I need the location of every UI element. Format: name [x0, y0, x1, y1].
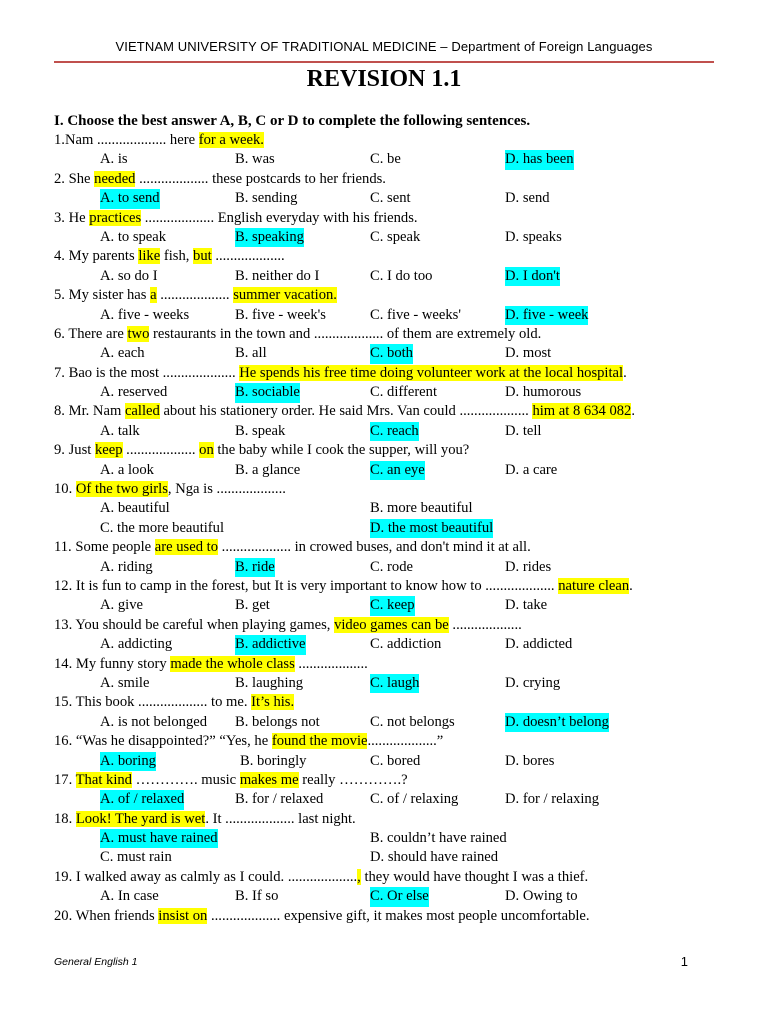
question-stem: [54, 732, 714, 751]
section-instruction: I. Choose the best answer A, B, C or D to complete the following sentences.: [54, 113, 531, 129]
correct-answer-option: B. speaking: [235, 228, 304, 247]
answer-option: B. more beautiful: [370, 500, 473, 517]
highlighted-text: on: [199, 442, 214, 459]
question-stem: [54, 286, 714, 305]
answer-option: B. If so: [235, 888, 279, 905]
answer-option: C. sent: [370, 190, 411, 207]
question-text: 7. Bao is the most ....................: [54, 364, 240, 381]
answer-options-row: [54, 383, 714, 402]
answer-options-row: [54, 752, 714, 771]
question-stem: [54, 810, 714, 829]
highlighted-text: nature clean: [558, 578, 630, 594]
highlighted-text: summer vacation.: [233, 287, 337, 304]
answer-option: C. five - weeks': [370, 306, 461, 323]
highlighted-text: but: [193, 248, 212, 265]
highlighted-text: him at 8 634 082: [532, 403, 632, 420]
question-text: 14. My funny story: [54, 655, 171, 672]
answer-options-row: [54, 596, 714, 615]
highlighted-text: It’s his.: [251, 694, 295, 711]
correct-answer-option: C. an eye: [370, 461, 425, 480]
answer-option: C. of / relaxing: [370, 791, 459, 808]
question-stem: [54, 907, 714, 926]
answer-option: B. speak: [235, 422, 286, 439]
answer-options-row: [54, 674, 714, 693]
question-text: ................... expensive gift, it makes most people uncomfortable.: [207, 907, 590, 924]
question-text: ................... in crowed buses, and don't mind it at all.: [218, 539, 531, 556]
question-stem: [54, 577, 714, 596]
correct-answer-option: A. of / relaxed: [100, 790, 184, 809]
question-text: restaurants in the town and ................... of them are extremely old.: [149, 325, 542, 342]
question-stem: [54, 170, 714, 189]
correct-answer-option: A. boring: [100, 752, 156, 771]
answer-option: B. a glance: [235, 461, 301, 478]
answer-option: C. rode: [370, 558, 413, 575]
answer-option: B. for / relaxed: [235, 791, 324, 808]
answer-options-row: [54, 790, 714, 809]
answer-option: D. most: [505, 345, 552, 362]
highlighted-text: makes me: [239, 771, 299, 788]
answer-option: B. sending: [235, 190, 298, 207]
question-text: 10.: [54, 481, 76, 498]
answer-option: C. different: [370, 384, 438, 401]
question-stem: [54, 402, 714, 421]
highlighted-text: He spends his free time doing volunteer work at the local hospital: [239, 364, 624, 381]
answer-option: A. give: [100, 597, 143, 614]
answer-options-row: [54, 228, 714, 247]
correct-answer-option: A. to send: [100, 189, 160, 208]
question-stem: [54, 325, 714, 344]
question-text: 13. You should be careful when playing games,: [54, 616, 335, 633]
answer-option: B. get: [235, 597, 270, 614]
answer-option: D. send: [505, 190, 550, 207]
highlighted-text: needed: [94, 170, 136, 187]
question-text: ...................: [122, 442, 200, 459]
question-text: 8. Mr. Nam: [54, 403, 125, 420]
answer-option: C. bored: [370, 752, 421, 769]
answer-option: B. all: [235, 345, 267, 362]
question-text: 3. He: [54, 209, 90, 226]
answer-option: C. addiction: [370, 636, 442, 653]
answer-option: A. is not belonged: [100, 713, 208, 730]
answer-option: A. so do I: [100, 267, 158, 284]
question-text: , Nga is ...................: [167, 481, 286, 498]
answer-options-row: [54, 267, 714, 286]
correct-answer-option: D. has been: [505, 150, 574, 169]
answer-option: A. each: [100, 345, 145, 362]
highlighted-text: two: [127, 325, 150, 342]
correct-answer-option: D. I don't: [505, 267, 560, 286]
highlighted-text: like: [138, 248, 161, 265]
answer-option: D. crying: [505, 674, 561, 691]
highlighted-text: video games can be: [334, 616, 449, 633]
question-text: 6. There are: [54, 325, 128, 342]
answer-options-row: [54, 150, 714, 169]
question-text: fish,: [160, 248, 194, 265]
answer-options-row: [54, 887, 714, 906]
question-stem: [54, 480, 714, 499]
question-text: 16. “Was he disappointed?” “Yes, he: [54, 733, 272, 750]
question-stem: [54, 868, 714, 887]
answer-option: B. laughing: [235, 674, 304, 691]
answer-options-row: [54, 422, 714, 441]
answer-option: D. rides: [505, 558, 552, 575]
answer-options-row: [54, 558, 714, 577]
answer-options-row: [54, 713, 714, 732]
answer-option: D. take: [505, 597, 548, 614]
highlighted-text: keep: [94, 442, 123, 459]
answer-option: D. for / relaxing: [505, 791, 600, 808]
answer-option: C. be: [370, 151, 401, 168]
question-stem: [54, 364, 714, 383]
correct-answer-option: C. reach: [370, 422, 419, 441]
question-text: . It ................... last night.: [205, 810, 356, 827]
question-text: 17.: [54, 771, 76, 788]
answer-option: C. the more beautiful: [100, 519, 225, 536]
document-header: VIETNAM UNIVERSITY OF TRADITIONAL MEDICINE – Department of Foreign Languages: [115, 39, 653, 54]
answer-option: D. bores: [505, 752, 555, 769]
answer-option: A. talk: [100, 422, 140, 439]
answer-option: A. is: [100, 151, 128, 168]
question-stem: [54, 538, 714, 557]
question-text: .: [623, 364, 627, 381]
answer-option: D. should have rained: [370, 849, 499, 866]
answer-option: D. humorous: [505, 384, 582, 401]
highlighted-text: for a week.: [198, 132, 264, 148]
answer-options-row: [54, 306, 714, 325]
question-text: ...................: [294, 655, 368, 672]
correct-answer-option: C. keep: [370, 596, 415, 615]
correct-answer-option: A. must have rained: [100, 829, 218, 848]
correct-answer-option: B. sociable: [235, 383, 300, 402]
question-stem: [54, 247, 714, 266]
answer-option: D. tell: [505, 422, 542, 439]
highlighted-text: are used to: [154, 539, 219, 556]
answer-options-row: [54, 499, 714, 518]
correct-answer-option: C. both: [370, 344, 413, 363]
answer-options-row: [54, 829, 714, 848]
question-text: about his stationery order. He said Mrs. Van could ...................: [159, 403, 533, 420]
correct-answer-option: C. Or else: [370, 887, 429, 906]
question-text: really ………….?: [298, 771, 408, 788]
question-text: …………. music: [131, 771, 240, 788]
answer-option: B. was: [235, 151, 275, 168]
correct-answer-option: B. addictive: [235, 635, 306, 654]
question-text: ................... these postcards to her friends.: [135, 170, 386, 187]
question-text: 11. Some people: [54, 539, 155, 556]
answer-option: B. couldn’t have rained: [370, 830, 507, 847]
answer-options-row: [54, 848, 714, 867]
question-stem: [54, 655, 714, 674]
answer-option: A. In case: [100, 888, 159, 905]
question-text: ...................: [211, 248, 285, 265]
question-text: 15. This book ................... to me.: [54, 694, 252, 711]
answer-option: C. I do too: [370, 267, 433, 284]
question-stem: [54, 209, 714, 228]
question-stem: [54, 441, 714, 460]
answer-option: A. a look: [100, 461, 154, 478]
question-text: the baby while I cook the supper, will you?: [213, 442, 470, 459]
answer-options-row: [54, 344, 714, 363]
question-text: ................... English everyday with his friends.: [141, 209, 418, 226]
answer-options-row: [54, 635, 714, 654]
question-stem: [54, 131, 714, 150]
page-title: REVISION 1.1: [306, 66, 462, 92]
footer-page-number: 1: [680, 954, 688, 969]
answer-option: B. boringly: [240, 752, 307, 769]
answer-option: A. smile: [100, 674, 150, 691]
answer-option: D. Owing to: [505, 888, 578, 905]
question-text: 18.: [54, 810, 76, 827]
answer-option: A. beautiful: [100, 500, 170, 517]
answer-option: C. must rain: [100, 849, 172, 866]
question-text: 4. My parents: [54, 248, 139, 265]
answer-option: B. neither do I: [235, 267, 320, 284]
question-text: ...................”: [367, 733, 444, 750]
answer-option: D. speaks: [505, 228, 562, 245]
answer-option: A. five - weeks: [100, 306, 190, 323]
question-text: they would have thought I was a thief.: [360, 868, 589, 885]
answer-option: D. a care: [505, 461, 558, 478]
correct-answer-option: D. doesn’t belong: [505, 713, 609, 732]
question-text: 20. When friends: [54, 907, 159, 924]
answer-option: C. speak: [370, 228, 421, 245]
question-text: 19. I walked away as calmly as I could. ...................: [54, 868, 358, 885]
answer-options-row: [54, 519, 714, 538]
highlighted-text: a: [150, 287, 157, 304]
correct-answer-option: B. ride: [235, 558, 275, 577]
answer-options-row: [54, 189, 714, 208]
highlighted-text: called: [124, 403, 160, 420]
highlighted-text: made the whole class: [170, 655, 295, 672]
answer-option: C. not belongs: [370, 713, 455, 730]
answer-options-row: [54, 461, 714, 480]
correct-answer-option: D. five - week: [505, 306, 588, 325]
highlighted-text: insist on: [158, 907, 208, 924]
answer-option: A. riding: [100, 558, 153, 575]
highlighted-text: found the movie: [271, 733, 368, 750]
highlighted-text: Look! The yard is wet: [75, 810, 206, 827]
highlighted-text: Of the two girls: [75, 481, 168, 498]
answer-option: A. reserved: [100, 384, 168, 401]
question-stem: [54, 616, 714, 635]
answer-option: D. addicted: [505, 636, 573, 653]
correct-answer-option: D. the most beautiful: [370, 519, 493, 538]
question-text: ...................: [448, 616, 522, 633]
highlighted-text: practices: [89, 209, 142, 226]
highlighted-text: ,: [357, 868, 361, 885]
question-list: [54, 131, 714, 926]
question-text: 9. Just: [54, 442, 95, 459]
question-text: ...................: [156, 287, 234, 304]
question-stem: [54, 771, 714, 790]
question-text: 5. My sister has: [54, 287, 151, 304]
answer-option: B. belongs not: [235, 713, 320, 730]
question-stem: [54, 693, 714, 712]
answer-option: B. five - week's: [235, 306, 326, 323]
question-text: 2. She: [54, 170, 95, 187]
answer-option: A. addicting: [100, 636, 173, 653]
highlighted-text: That kind: [75, 771, 132, 788]
answer-option: A. to speak: [100, 228, 167, 245]
footer-course: General English 1: [54, 956, 138, 968]
correct-answer-option: C. laugh: [370, 674, 419, 693]
question-text: .: [631, 403, 636, 420]
header-rule: [54, 61, 714, 63]
question-text: 12. It is fun to camp in the forest, but It is very important to know how to ...................: [54, 578, 559, 594]
question-text: .: [629, 578, 633, 594]
question-text: 1.Nam ................... here: [54, 132, 199, 148]
